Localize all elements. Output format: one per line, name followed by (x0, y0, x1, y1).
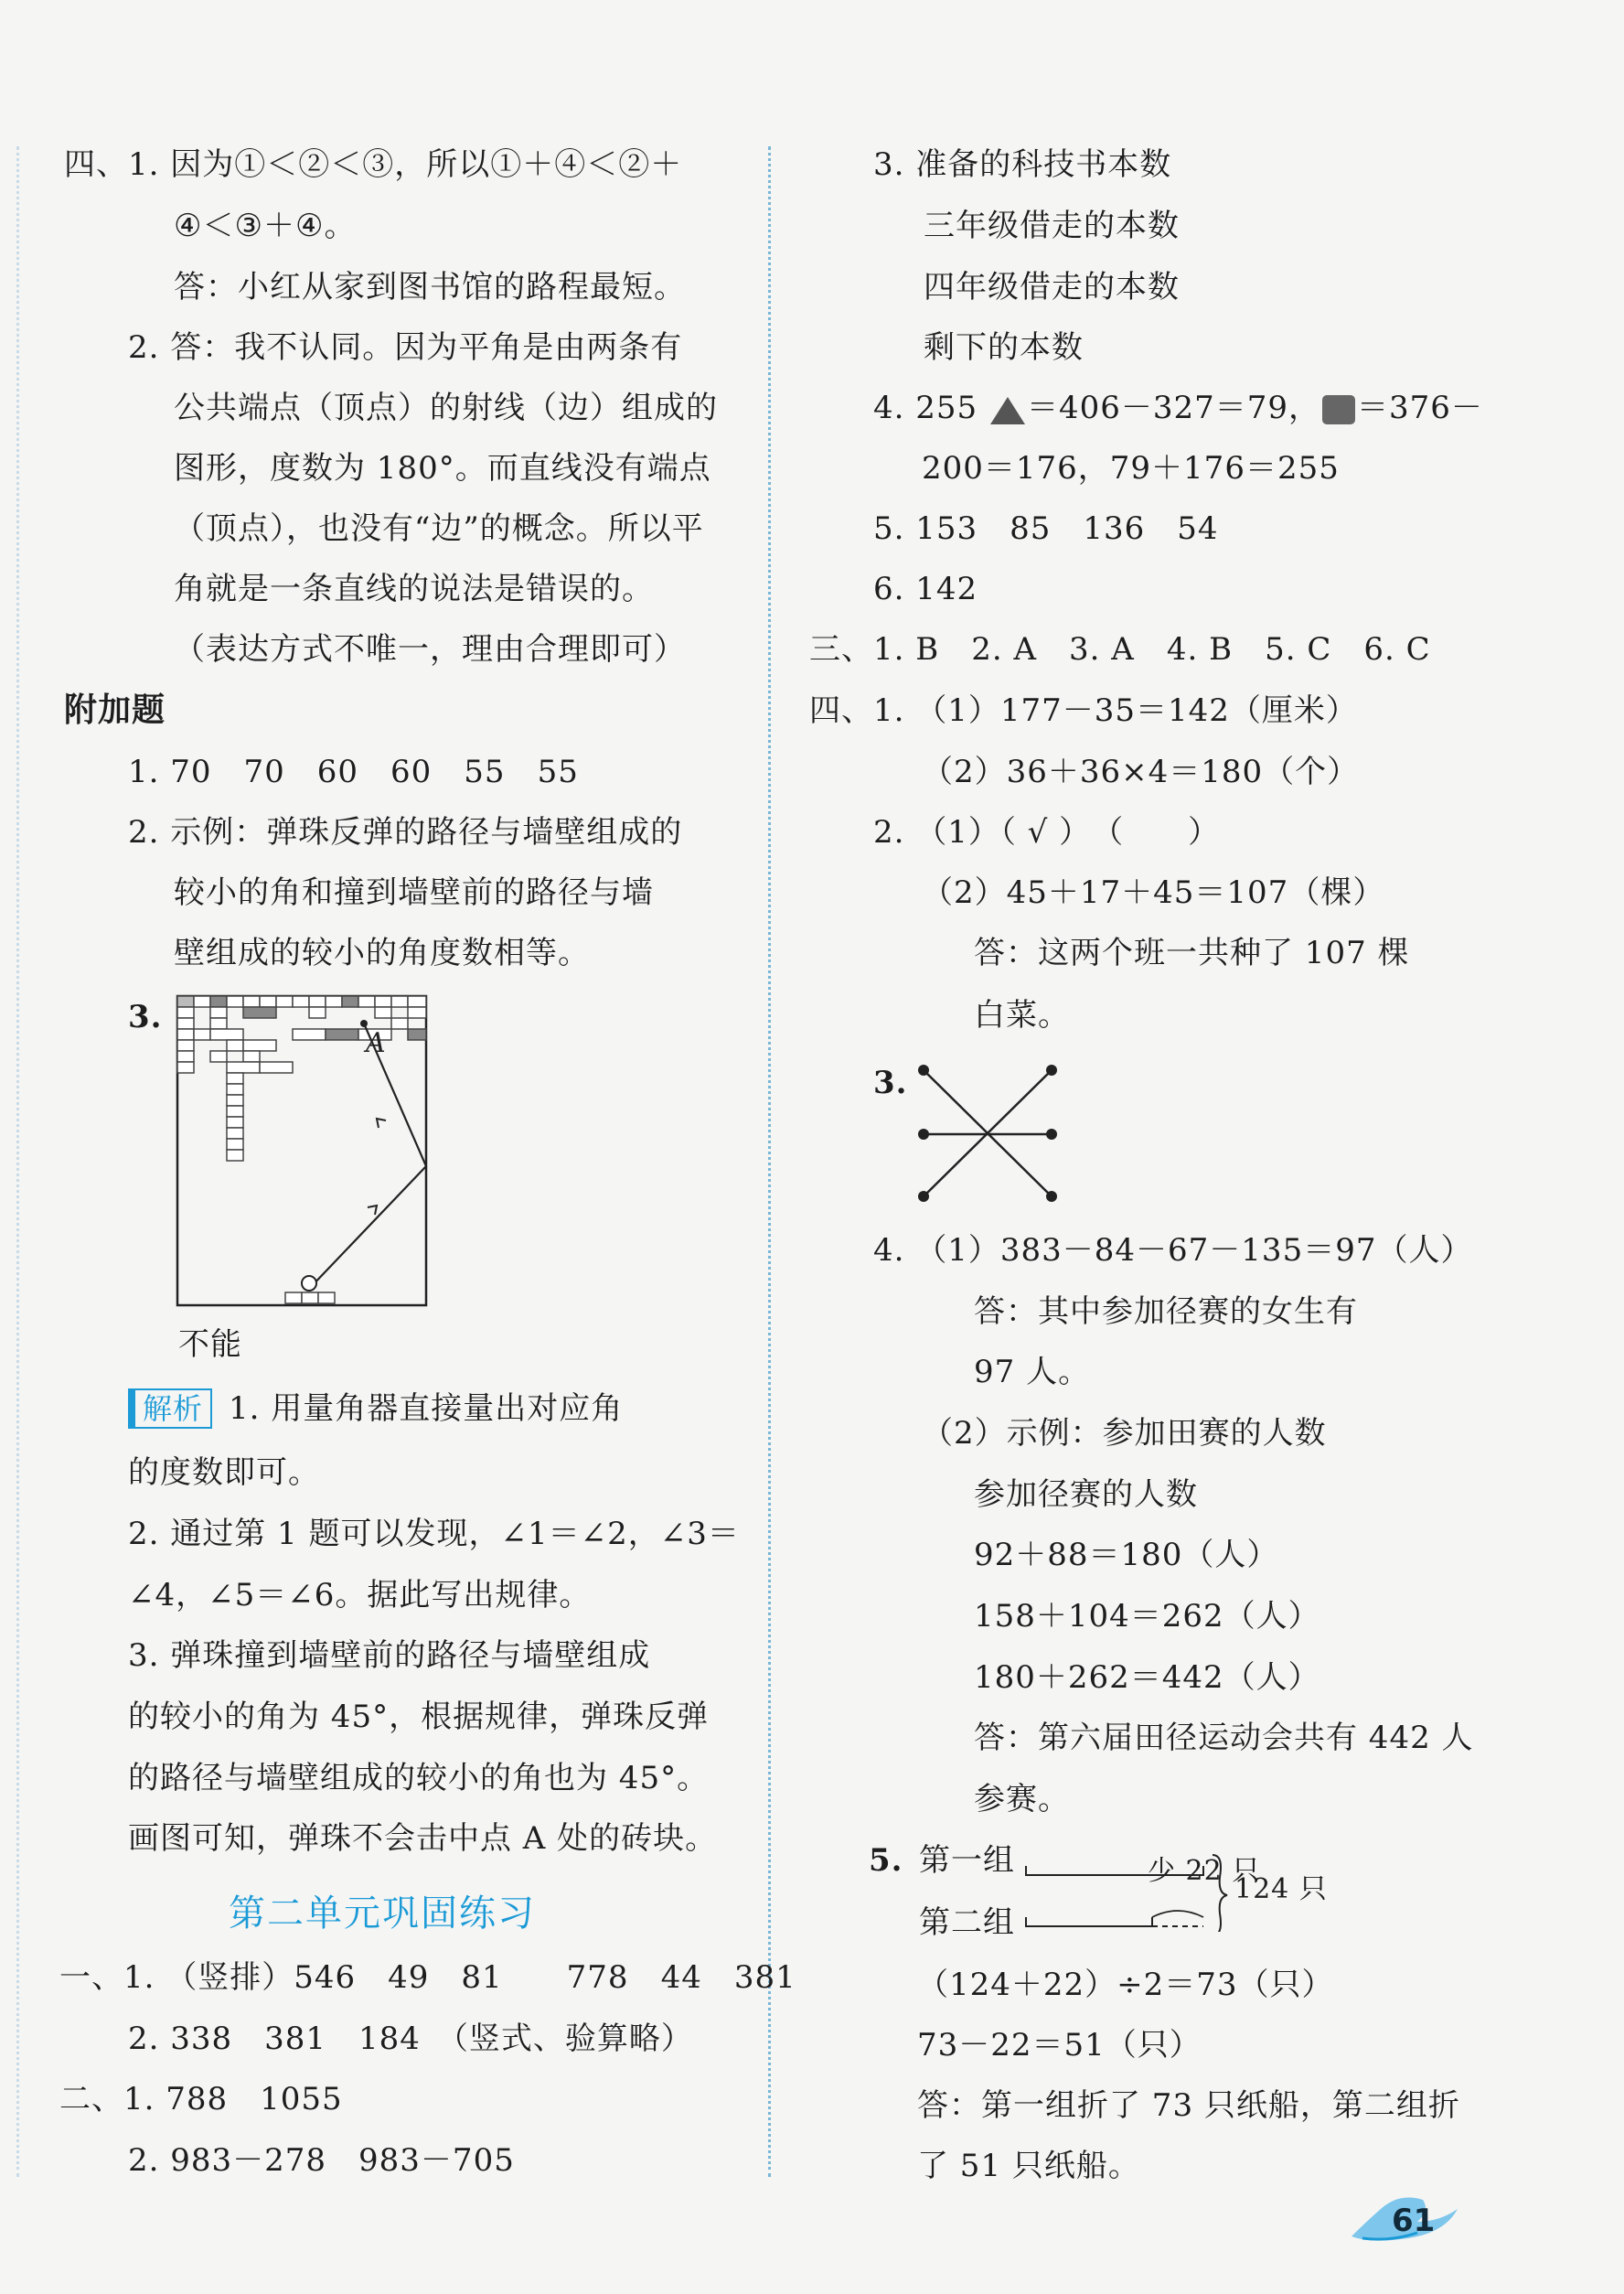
analysis-q2-line1: 2. 通过第 1 题可以发现，∠1＝∠2，∠3＝ (128, 1516, 740, 1552)
r-s4-q4-part2-b: 参加径赛的人数 (974, 1476, 1198, 1513)
r-s4-q5-calc1: （124＋22）÷2＝73（只） (917, 1967, 1334, 2003)
analysis-q3-line2: 的较小的角为 45°，根据规律，弹珠反弹 (128, 1699, 710, 1735)
marble-bounce-diagram (174, 992, 439, 1317)
s4-q2-line2: 公共端点（顶点）的射线（边）组成的 (174, 390, 718, 426)
r-q4-answer: 4. 255 (873, 390, 978, 426)
r-q4-line1 (873, 388, 1483, 428)
point-a-label: A (366, 1027, 386, 1059)
analysis-q3-line1: 3. 弹珠撞到墙壁前的路径与墙壁组成 (128, 1637, 651, 1674)
page-number: 61 (1392, 2203, 1436, 2239)
r-s4-q4-calc3: 180＋262＝442（人） (974, 1659, 1320, 1696)
marble (302, 1276, 316, 1291)
r-q3-line2: 三年级借走的本数 (924, 208, 1180, 244)
r-s4-q4-part2: （2）示例：参加田赛的人数 (922, 1415, 1327, 1452)
r-q4-line2: 200＝176，79＋176＝255 (922, 450, 1340, 487)
r-s4-q4-answer: 答：其中参加径赛的女生有 (974, 1293, 1358, 1330)
s4-q2-line1: 2. 答：我不认同。因为平角是由两条有 (128, 329, 683, 366)
total-124-label: 124 只 (1234, 1873, 1328, 1905)
unit-title: 第二单元巩固练习 (229, 1892, 536, 1935)
r-q6: 6. 142 (873, 571, 978, 607)
r-s4-q4-calc2: 158＋104＝262（人） (974, 1598, 1320, 1635)
path-arrow-left (377, 1119, 386, 1128)
less-22-label: 少 22 只 (1148, 1855, 1261, 1887)
square-icon (1320, 393, 1357, 426)
r-s4-q2-answer: 答：这两个班一共种了 107 棵 (974, 935, 1410, 971)
unit-s1-q1: 一、1. （竖排）546 49 81 778 44 381 (59, 1959, 796, 1996)
extra-q1: 1. 70 70 60 60 55 55 (128, 754, 579, 790)
left-margin-dotted-line (16, 146, 19, 2177)
r-s4-q3-label: 3. (873, 1065, 908, 1101)
r-s4-q5-answer: 答：第一组折了 73 只纸船，第二组折 (917, 2087, 1460, 2124)
r-s4-q2-line1: 2. （1）（ √ ） （ ） (873, 814, 1221, 851)
base-bricks (285, 1292, 335, 1303)
r-s4-q1-line2: （2）36＋36×4＝180（个） (922, 754, 1360, 790)
extra-q2-line1: 2. 示例：弹珠反弹的路径与墙壁组成的 (128, 814, 683, 851)
s4-q2-line3: 图形，度数为 180°。而直线没有端点 (174, 450, 711, 487)
r-s3: 三、1. B 2. A 3. A 4. B 5. C 6. C (809, 631, 1431, 668)
column-divider (768, 146, 771, 2177)
r-s4-q4-final: 答：第六届田径运动会共有 442 人 (974, 1720, 1474, 1756)
r-s4-q4-line1: 4. （1）383－84－67－135＝97（人） (873, 1232, 1473, 1269)
extra-questions-title: 附加题 (64, 691, 166, 729)
cross-lines-diagram (905, 1059, 1070, 1206)
extra-q2-line3: 壁组成的较小的角度数相等。 (174, 935, 590, 971)
unit-s2-q2: 2. 983－278 983－705 (128, 2142, 515, 2179)
r-s4-q4-answer-cont: 97 人。 (974, 1354, 1091, 1390)
analysis-tag: 解析 (128, 1388, 212, 1429)
r-s4-q5-calc2: 73－22＝51（只） (917, 2027, 1202, 2064)
path-arrow-up (368, 1206, 377, 1215)
r-q3-line1: 3. 准备的科技书本数 (873, 146, 1172, 183)
wall-frame (177, 996, 426, 1305)
analysis-q2-line2: ∠4，∠5＝∠6。据此写出规律。 (128, 1577, 592, 1613)
analysis-q3-line4: 画图可知，弹珠不会击中点 A 处的砖块。 (128, 1820, 718, 1857)
r-s4-q2-line2: （2）45＋17＋45＝107（棵） (922, 874, 1385, 911)
extra-q3-answer: 不能 (178, 1326, 242, 1363)
r-q5: 5. 153 85 136 54 (873, 510, 1219, 547)
s4-q2-line5: 角就是一条直线的说法是错误的。 (174, 571, 654, 607)
analysis-q1-text: 1. 用量角器直接量出对应角 (229, 1390, 624, 1427)
r-s4-q2-answer-cont: 白菜。 (974, 997, 1070, 1034)
difference-brace (1152, 1911, 1203, 1917)
s4-q1-line2: ④＜③＋④。 (174, 208, 357, 244)
r-s4-q5-label: 5. (869, 1842, 903, 1879)
unit-s1-q2: 2. 338 381 184 （竖式、验算略） (128, 2021, 693, 2057)
s4-q1-answer: 答：小红从家到图书馆的路程最短。 (174, 269, 686, 306)
r-q4-eq1: ＝406－327＝79， (1026, 390, 1321, 426)
r-q3-line4: 剩下的本数 (924, 329, 1084, 366)
unit-s2-q1: 二、1. 788 1055 (59, 2081, 343, 2117)
triangle-icon (988, 393, 1027, 426)
group2-label: 第二组 (919, 1904, 1015, 1941)
r-s4-q1-line1: 四、1. （1）177－35＝142（厘米） (809, 692, 1358, 729)
r-q4-eq2: ＝376－ (1357, 390, 1483, 426)
group1-label: 第一组 (919, 1842, 1015, 1879)
s4-q2-line4: （顶点），也没有“边”的概念。所以平 (174, 510, 704, 547)
marble-path (309, 1024, 426, 1289)
s4-q2-line6: （表达方式不唯一，理由合理即可） (174, 631, 686, 668)
s4-q1-line1: 四、1. 因为①＜②＜③，所以①＋④＜②＋ (64, 146, 683, 183)
analysis-q3-line3: 的路径与墙壁组成的较小的角也为 45°。 (128, 1760, 710, 1796)
extra-q3-label: 3. (128, 999, 163, 1035)
page-number-badge (1344, 2191, 1463, 2246)
analysis-q1-line2: 的度数即可。 (128, 1454, 320, 1491)
r-s4-q4-calc1: 92＋88＝180（人） (974, 1537, 1279, 1573)
r-s4-q5-answer-cont: 了 51 只纸船。 (917, 2148, 1140, 2184)
r-s4-q4-final-cont: 参赛。 (974, 1781, 1070, 1817)
extra-q2-line2: 较小的角和撞到墙壁前的路径与墙 (174, 874, 654, 911)
analysis-q1-line1 (128, 1388, 623, 1429)
r-q3-line3: 四年级借走的本数 (924, 269, 1180, 306)
group2-segment (1026, 1917, 1152, 1926)
